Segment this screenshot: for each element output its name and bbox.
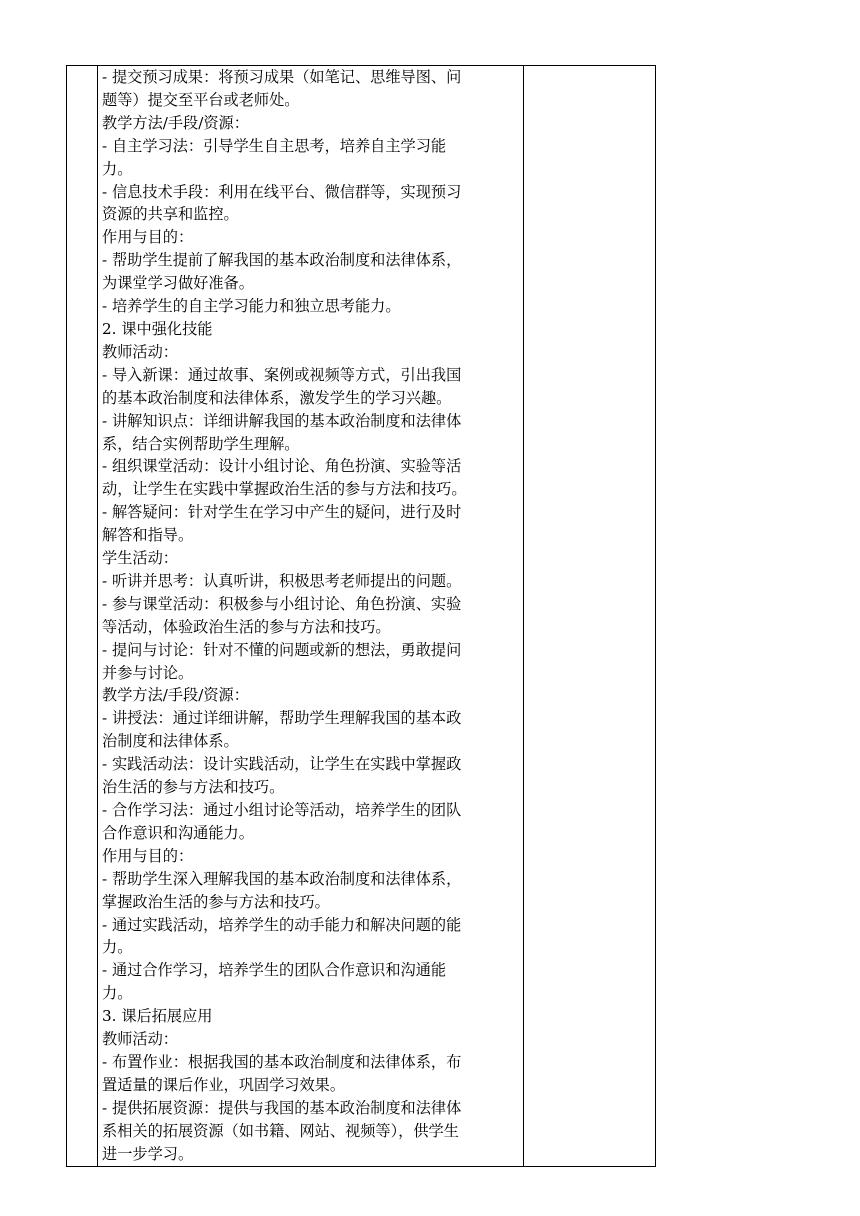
text-line: - 提问与讨论：针对不懂的问题或新的想法，勇敢提问: [102, 640, 462, 659]
text-line: - 解答疑问：针对学生在学习中产生的疑问，进行及时: [102, 503, 462, 522]
text-line: - 帮助学生提前了解我国的基本政治制度和法律体系，: [102, 251, 462, 270]
text-line: 治生活的参与方法和技巧。: [102, 778, 285, 797]
text-line: 学生活动：: [102, 549, 178, 568]
left-column-cell: [67, 66, 98, 1167]
text-line: 系，结合实例帮助学生理解。: [102, 434, 300, 453]
text-line: 力。: [102, 938, 133, 957]
text-line: 为课堂学习做好准备。: [102, 274, 254, 293]
notes-column-cell: [524, 66, 656, 1167]
text-line: 教师活动：: [102, 342, 178, 361]
text-line: 教学方法/手段/资源：: [102, 686, 249, 705]
text-line: 合作意识和沟通能力。: [102, 823, 254, 842]
text-line: - 导入新课：通过故事、案例或视频等方式，引出我国: [102, 365, 462, 384]
text-line: 治制度和法律体系。: [102, 732, 239, 751]
text-line: 系相关的拓展资源（如书籍、网站、视频等），供学生: [102, 1121, 459, 1140]
text-line: 作用与目的：: [102, 228, 194, 247]
text-line: - 通过合作学习，培养学生的团队合作意识和沟通能: [102, 961, 447, 980]
content-cell: [98, 66, 524, 1167]
text-line: 3. 课后拓展应用: [102, 1007, 213, 1026]
text-line: 进一步学习。: [102, 1144, 194, 1163]
text-line: - 培养学生的自主学习能力和独立思考能力。: [102, 297, 401, 316]
text-line: 解答和指导。: [102, 526, 194, 545]
text-line: 作用与目的：: [102, 846, 194, 865]
text-line: 题等）提交至平台或老师处。: [102, 90, 300, 109]
text-line: - 提供拓展资源：提供与我国的基本政治制度和法律体: [102, 1098, 462, 1117]
text-line: 教学方法/手段/资源：: [102, 113, 249, 132]
text-line: 置适量的课后作业，巩固学习效果。: [102, 1075, 345, 1094]
text-line: 动，让学生在实践中掌握政治生活的参与方法和技巧。: [102, 480, 467, 499]
text-line: - 帮助学生深入理解我国的基本政治制度和法律体系，: [102, 869, 462, 888]
text-line: - 组织课堂活动：设计小组讨论、角色扮演、实验等活: [102, 457, 462, 476]
text-line: - 布置作业：根据我国的基本政治制度和法律体系，布: [102, 1052, 462, 1071]
text-line: 力。: [102, 984, 133, 1003]
text-line: 掌握政治生活的参与方法和技巧。: [102, 892, 330, 911]
text-line: - 自主学习法：引导学生自主思考，培养自主学习能: [102, 136, 447, 155]
text-line: - 提交预习成果：将预习成果（如笔记、思维导图、问: [102, 68, 462, 86]
text-line: 的基本政治制度和法律体系，激发学生的学习兴趣。: [102, 388, 452, 407]
text-line: 等活动，体验政治生活的参与方法和技巧。: [102, 617, 391, 636]
text-line: - 参与课堂活动：积极参与小组讨论、角色扮演、实验: [102, 594, 462, 613]
text-line: - 讲授法：通过详细讲解，帮助学生理解我国的基本政: [102, 709, 462, 728]
text-line: - 听讲并思考：认真听讲，积极思考老师提出的问题。: [102, 571, 462, 590]
text-line: - 合作学习法：通过小组讨论等活动，培养学生的团队: [102, 801, 462, 819]
text-line: 资源的共享和监控。: [102, 205, 239, 224]
text-line: 2. 课中强化技能: [102, 319, 213, 338]
text-line: - 实践活动法：设计实践活动，让学生在实践中掌握政: [102, 755, 462, 774]
text-line: 力。: [102, 159, 133, 178]
text-line: - 通过实践活动，培养学生的动手能力和解决问题的能: [102, 915, 462, 934]
text-line: - 信息技术手段：利用在线平台、微信群等，实现预习: [102, 182, 462, 201]
text-line: - 讲解知识点：详细讲解我国的基本政治制度和法律体: [102, 411, 462, 430]
text-line: 并参与讨论。: [102, 663, 194, 682]
teaching-process-text: [98, 66, 523, 1166]
lesson-plan-table: [66, 65, 656, 1167]
table-row: [67, 66, 656, 1167]
text-line: 教师活动：: [102, 1030, 178, 1049]
